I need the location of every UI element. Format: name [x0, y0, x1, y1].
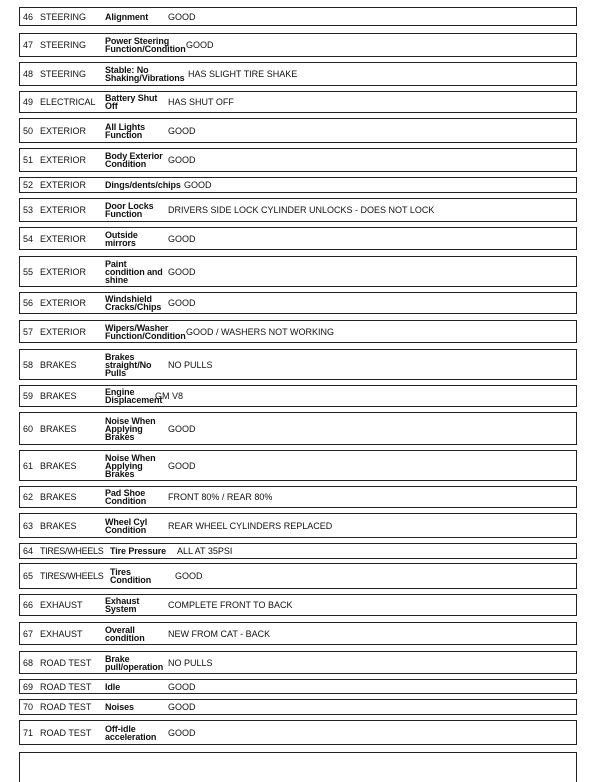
- row-number: 70: [23, 702, 34, 712]
- row-number: 61: [23, 460, 34, 471]
- row-item: Dings/dents/chips: [105, 180, 181, 190]
- row-category: ROAD TEST: [40, 727, 92, 738]
- row-item: Brake pull/operation: [105, 653, 164, 672]
- row-result: GOOD: [168, 460, 196, 471]
- row-result: GM V8: [155, 391, 184, 401]
- row-result: NEW FROM CAT - BACK: [168, 628, 271, 639]
- row-category: EXTERIOR: [40, 125, 87, 136]
- row-item: Off-idle acceleration: [105, 723, 157, 742]
- row-number: 56: [23, 298, 34, 308]
- row-item: Noise When Applying Brakes: [105, 415, 156, 442]
- row-category: BRAKES: [40, 423, 77, 434]
- table-row: [19, 513, 577, 538]
- row-category: TIRES/WHEELS: [40, 571, 104, 581]
- row-item: Door Locks Function: [105, 201, 154, 219]
- row-number: 57: [23, 326, 34, 337]
- row-category: BRAKES: [40, 391, 77, 401]
- row-category: EXTERIOR: [40, 266, 87, 277]
- row-number: 68: [23, 657, 34, 668]
- row-number: 62: [23, 492, 34, 502]
- row-category: EXTERIOR: [40, 180, 87, 190]
- row-result: GOOD: [184, 180, 212, 190]
- row-result: ALL AT 35PSI: [177, 546, 233, 556]
- row-number: 54: [23, 233, 34, 244]
- row-result: GOOD: [168, 702, 196, 712]
- row-item: All Lights Function: [105, 121, 145, 140]
- row-category: BRAKES: [40, 492, 77, 502]
- table-row: [19, 148, 577, 172]
- table-row: [19, 543, 577, 559]
- row-result: HAS SHUT OFF: [168, 97, 234, 107]
- row-number: 59: [23, 391, 34, 401]
- row-item: Wheel Cyl Condition: [105, 516, 148, 535]
- row-item: Stable: No Shaking/Vibrations: [105, 65, 185, 83]
- row-item: Windshield Cracks/Chips: [105, 294, 162, 312]
- table-row: [19, 679, 577, 694]
- row-result: NO PULLS: [168, 657, 213, 668]
- row-number: 69: [23, 681, 34, 692]
- row-category: TIRES/WHEELS: [40, 546, 104, 556]
- row-category: EXTERIOR: [40, 205, 87, 215]
- row-number: 50: [23, 125, 34, 136]
- row-result: HAS SLIGHT TIRE SHAKE: [188, 69, 298, 79]
- table-row: [19, 7, 577, 26]
- row-result: DRIVERS SIDE LOCK CYLINDER UNLOCKS - DOES NOT LOCK: [168, 205, 435, 215]
- row-category: BRAKES: [40, 359, 77, 370]
- table-row: [19, 62, 577, 86]
- row-number: 47: [23, 40, 34, 50]
- row-item: Noise When Applying Brakes: [105, 452, 156, 479]
- row-category: ROAD TEST: [40, 702, 92, 712]
- row-item: Engine Displacement: [105, 387, 163, 405]
- row-result: GOOD / WASHERS NOT WORKING: [186, 326, 335, 337]
- row-number: 67: [23, 628, 34, 639]
- row-item: Tire Pressure: [110, 546, 167, 556]
- row-result: COMPLETE FRONT TO BACK: [168, 600, 293, 610]
- row-number: 53: [23, 205, 34, 215]
- table-row: [19, 651, 577, 674]
- row-number: 52: [23, 180, 34, 190]
- row-number: 63: [23, 520, 34, 531]
- row-result: GOOD: [168, 11, 196, 22]
- row-result: GOOD: [168, 298, 196, 308]
- row-item: Pad Shoe Condition: [105, 488, 147, 506]
- row-item: Power Steering Function/Condition: [105, 36, 186, 54]
- table-row: [19, 486, 577, 508]
- table-row: [19, 385, 577, 407]
- row-category: EXTERIOR: [40, 326, 87, 337]
- table-row: [19, 412, 577, 445]
- row-item: Idle: [105, 681, 121, 692]
- table-row: [19, 320, 577, 343]
- table-row: [19, 177, 577, 193]
- row-number: 58: [23, 359, 34, 370]
- row-number: 48: [23, 69, 34, 79]
- row-number: 46: [23, 11, 34, 22]
- row-category: BRAKES: [40, 520, 77, 531]
- row-result: GOOD: [186, 40, 214, 50]
- row-item: Noises: [105, 702, 134, 712]
- row-number: 71: [23, 727, 34, 738]
- table-row: [19, 563, 577, 589]
- row-category: EXHAUST: [40, 600, 83, 610]
- table-row: [19, 91, 577, 113]
- table-row: [19, 450, 577, 481]
- row-number: 51: [23, 155, 34, 165]
- row-result: GOOD: [175, 571, 203, 581]
- row-category: BRAKES: [40, 460, 77, 471]
- row-item: Alignment: [105, 11, 149, 22]
- table-row: [19, 256, 577, 287]
- table-row: [19, 33, 577, 57]
- table-row: [19, 720, 577, 745]
- row-result: GOOD: [168, 423, 196, 434]
- row-category: ROAD TEST: [40, 657, 92, 668]
- row-category: EXTERIOR: [40, 155, 87, 165]
- row-item: Wipers/Washer Function/Condition: [105, 322, 186, 341]
- row-result: GOOD: [168, 155, 196, 165]
- row-category: EXTERIOR: [40, 233, 87, 244]
- table-row: [19, 198, 577, 222]
- row-number: 65: [23, 571, 34, 581]
- table-row: [19, 118, 577, 143]
- table-row: [19, 594, 577, 616]
- row-category: STEERING: [40, 40, 87, 50]
- row-result: NO PULLS: [168, 359, 213, 370]
- row-number: 64: [23, 546, 34, 556]
- row-number: 55: [23, 266, 34, 277]
- row-item: Exhaust System: [105, 596, 140, 614]
- row-item: Paint condition and shine: [105, 258, 163, 285]
- row-result: FRONT 80% / REAR 80%: [168, 492, 273, 502]
- row-item: Battery Shut Off: [105, 93, 158, 111]
- row-item: Tires Condition: [110, 567, 152, 585]
- row-result: GOOD: [168, 681, 196, 692]
- row-category: EXHAUST: [40, 628, 83, 639]
- row-category: STEERING: [40, 11, 87, 22]
- row-result: REAR WHEEL CYLINDERS REPLACED: [168, 520, 333, 531]
- next-row-border: [19, 752, 577, 782]
- row-result: GOOD: [168, 266, 196, 277]
- row-item: Outside mirrors: [105, 229, 138, 248]
- row-result: GOOD: [168, 727, 196, 738]
- table-row: [19, 622, 577, 645]
- table-row: [19, 699, 577, 715]
- row-category: STEERING: [40, 69, 87, 79]
- table-row: [19, 292, 577, 314]
- row-item: Overall condition: [105, 624, 145, 643]
- row-category: ELECTRICAL: [40, 97, 96, 107]
- row-number: 66: [23, 600, 34, 610]
- row-category: EXTERIOR: [40, 298, 87, 308]
- row-number: 60: [23, 423, 34, 434]
- row-category: ROAD TEST: [40, 681, 92, 692]
- row-result: GOOD: [168, 233, 196, 244]
- row-result: GOOD: [168, 125, 196, 136]
- row-item: Body Exterior Condition: [105, 151, 163, 169]
- table-row: [19, 349, 577, 380]
- row-number: 49: [23, 97, 34, 107]
- row-item: Brakes straight/No Pulls: [105, 351, 152, 378]
- table-row: [19, 227, 577, 250]
